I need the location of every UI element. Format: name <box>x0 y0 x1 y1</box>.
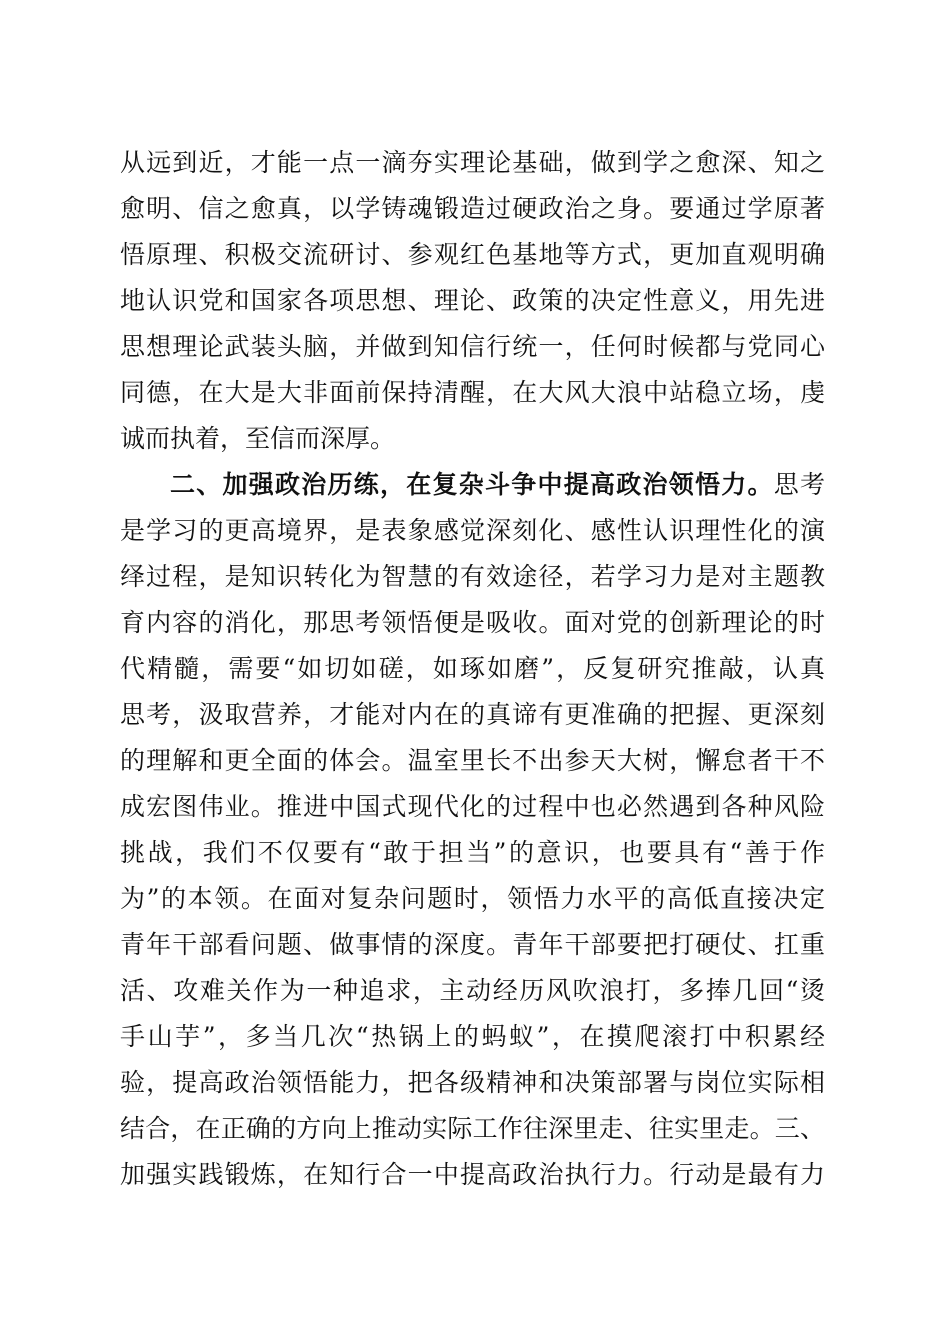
text-line: 的理解和更全面的体会。温室里长不出参天大树，懈怠者干不 <box>120 746 825 775</box>
text-line: 地认识党和国家各项思想、理论、政策的决定性意义，用先进 <box>120 286 825 315</box>
text-line: 成宏图伟业。推进中国式现代化的过程中也必然遇到各种风险 <box>120 792 825 821</box>
text-line: 愈明、信之愈真，以学铸魂锻造过硬政治之身。要通过学原著 <box>120 194 825 223</box>
text-line: 是学习的更高境界，是表象感觉深刻化、感性认识理性化的演 <box>120 516 825 545</box>
text-line: 青年干部看问题、做事情的深度。青年干部要把打硬仗、扛重 <box>120 930 825 959</box>
text-line: 验，提高政治领悟能力，把各级精神和决策部署与岗位实际相 <box>120 1068 825 1097</box>
text-line: 诚而执着，至信而深厚。 <box>120 424 396 453</box>
text-line: 育内容的消化，那思考领悟便是吸收。面对党的创新理论的时 <box>120 608 825 637</box>
section-heading-line <box>170 462 825 508</box>
text-line: 加强实践锻炼，在知行合一中提高政治执行力。行动是最有力 <box>120 1160 825 1189</box>
text-line: 绎过程，是知识转化为智慧的有效途径，若学习力是对主题教 <box>120 562 825 591</box>
text-line: 代精髓，需要“如切如磋，如琢如磨”，反复研究推敲，认真 <box>120 654 825 683</box>
text-line: 思想理论武装头脑，并做到知信行统一，任何时候都与党同心 <box>120 332 825 361</box>
text-line: 为”的本领。在面对复杂问题时，领悟力水平的高低直接决定 <box>120 884 825 913</box>
section-heading: 二、加强政治历练，在复杂斗争中提高政治领悟力。 <box>170 470 774 499</box>
text-line: 思考，汲取营养，才能对内在的真谛有更准确的把握、更深刻 <box>120 700 825 729</box>
text-line: 同德，在大是大非面前保持清醒，在大风大浪中站稳立场，虔 <box>120 378 825 407</box>
text-line: 从远到近，才能一点一滴夯实理论基础，做到学之愈深、知之 <box>120 148 825 177</box>
text-line: 挑战，我们不仅要有“敢于担当”的意识，也要具有“善于作 <box>120 838 825 867</box>
text-line: 手山芋”，多当几次“热锅上的蚂蚁”，在摸爬滚打中积累经 <box>120 1022 825 1051</box>
text-line: 悟原理、积极交流研讨、参观红色基地等方式，更加直观明确 <box>120 240 825 269</box>
text-line: 结合，在正确的方向上推动实际工作往深里走、往实里走。三、 <box>120 1114 825 1143</box>
text-run: 思考 <box>773 470 825 499</box>
text-line: 活、攻难关作为一种追求，主动经历风吹浪打，多捧几回“烫 <box>120 976 825 1005</box>
